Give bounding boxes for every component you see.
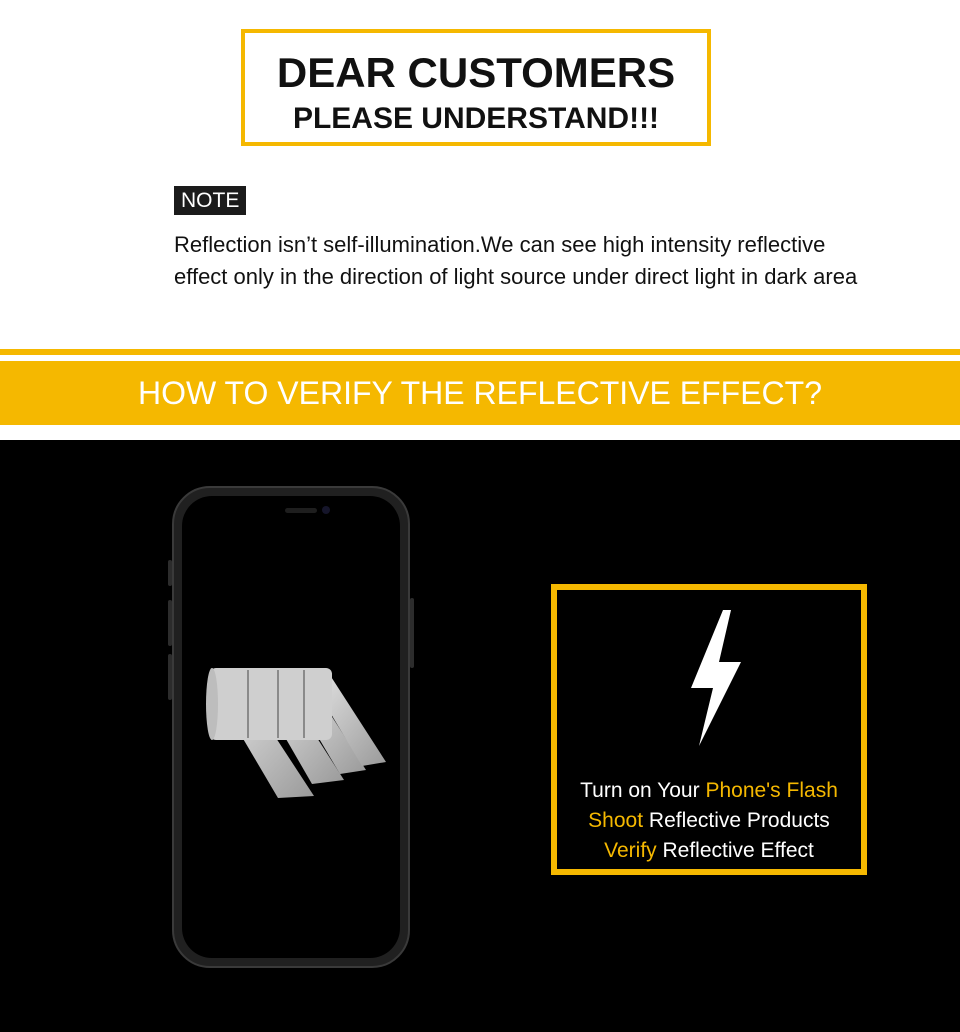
instruction-1-text: Turn on Your bbox=[580, 779, 706, 802]
phone-mute-switch bbox=[168, 560, 172, 586]
section-banner-title: HOW TO VERIFY THE REFLECTIVE EFFECT? bbox=[138, 375, 822, 411]
phone-power-button bbox=[410, 598, 414, 668]
instruction-2-text: Reflective Products bbox=[643, 809, 830, 832]
note-badge: NOTE bbox=[174, 186, 246, 215]
phone-screen bbox=[182, 496, 400, 958]
heading-title: DEAR CUSTOMERS bbox=[276, 49, 676, 96]
phone-illustration bbox=[172, 486, 410, 968]
note-text: Reflection isn’t self-illumination.We can see high intensity reflective effect only in the direction of light source under direct light in dark area bbox=[174, 232, 858, 289]
instruction-line-3 bbox=[557, 836, 861, 866]
instruction-line-1 bbox=[557, 776, 861, 806]
accent-divider bbox=[0, 349, 960, 355]
reflective-tape-rolls-image bbox=[182, 496, 404, 962]
instruction-3-highlight: Verify bbox=[604, 839, 657, 862]
flash-instruction-box bbox=[551, 584, 867, 875]
flash-instructions bbox=[557, 776, 861, 866]
section-banner bbox=[0, 361, 960, 425]
instruction-3-text: Reflective Effect bbox=[656, 839, 814, 862]
heading-subtitle: PLEASE UNDERSTAND!!! bbox=[292, 102, 660, 135]
instruction-line-2 bbox=[557, 806, 861, 836]
phone-volume-up bbox=[168, 600, 172, 646]
instruction-2-highlight: Shoot bbox=[588, 809, 644, 832]
heading-box bbox=[241, 29, 711, 146]
instruction-1-highlight: Phone's Flash bbox=[705, 779, 838, 802]
lightning-bolt-icon bbox=[685, 610, 745, 746]
phone-volume-down bbox=[168, 654, 172, 700]
